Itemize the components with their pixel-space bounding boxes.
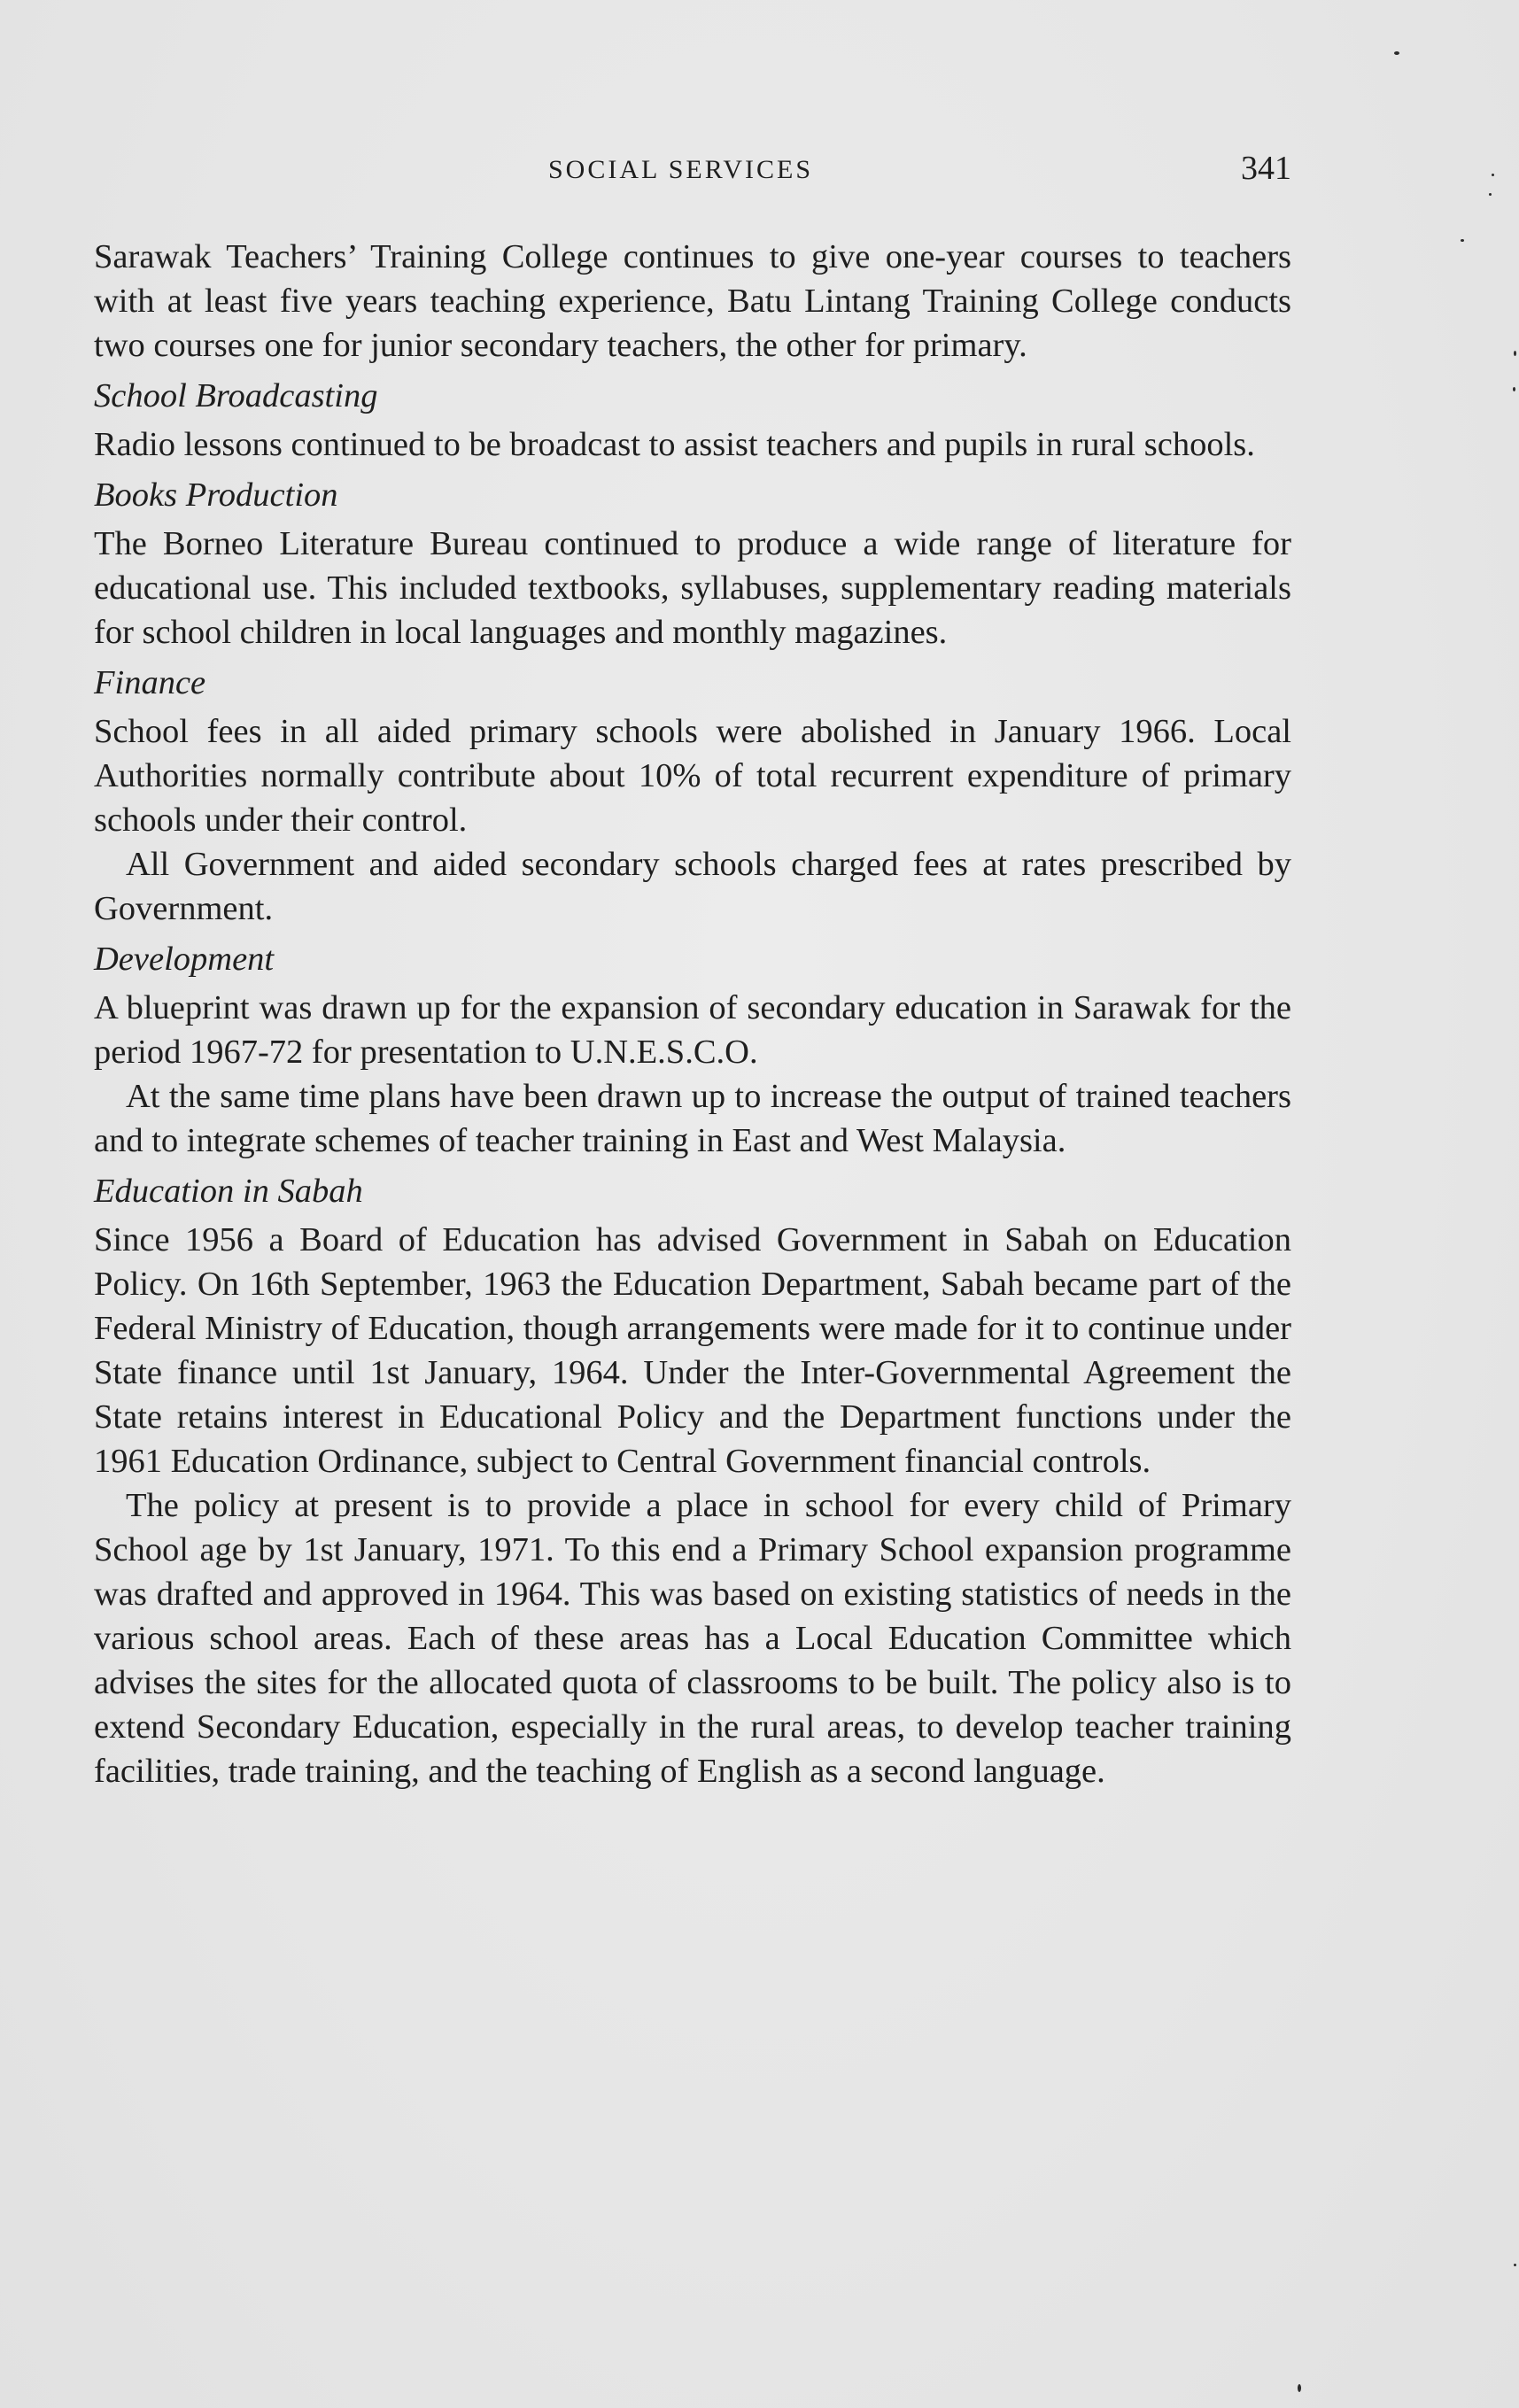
scan-speck [1514,351,1516,356]
scan-speck [1514,2264,1516,2266]
page-number: 341 [1241,150,1291,187]
scan-speck [1513,387,1515,391]
scan-speck [1394,51,1399,55]
scan-speck [1492,174,1494,176]
paragraph-finance-fees: School fees in all aided primary schools were abolished in January 1966. Local Authorities normally contribute about 10% of total recurrent expenditure of primary schools under their control. [94,713,1291,839]
body-text [94,235,1291,1793]
heading-books-production: Books Production [94,476,338,514]
paragraph-development-plans: At the same time plans have been drawn up to increase the output of trained teachers and to integrate schemes of teacher training in East and West Malaysia. [94,1078,1291,1159]
heading-school-broadcasting: School Broadcasting [94,377,378,414]
running-head [94,152,1291,188]
paragraph-development-blueprint: A blueprint was drawn up for the expansion of secondary education in Sarawak for the period 1967-72 for presentation to U.N.E.S.C.O. [94,989,1291,1071]
running-title: SOCIAL SERVICES [548,155,814,184]
paragraph-sabah-policy: The policy at present is to provide a place in school for every child of Primary School age by 1st January, 1971. To this end a Primary School expansion programme was drafted and approved in 1964. This was based on existing statistics of needs in the various school areas. Each of these areas has a Local Education Committee which advises the sites for the allocated quota of classrooms to be built. The policy also is to extend Secondary Education, especially in the rural areas, to develop teacher training facilities, trade training, and the teaching of English as a second language. [94,1487,1291,1790]
heading-development: Development [94,941,275,978]
heading-finance: Finance [94,664,206,701]
paragraph-school-broadcasting: Radio lessons continued to be broadcast to assist teachers and pupils in rural schools. [94,426,1255,463]
paragraph-books-production: The Borneo Literature Bureau continued to produce a wide range of literature for educational use. This included textbooks, syllabuses, supplementary reading materials for school children in local languages and monthly magazines. [94,525,1291,651]
heading-education-in-sabah: Education in Sabah [94,1173,363,1210]
scan-speck [1298,2384,1301,2392]
scan-speck [1489,193,1492,196]
scan-speck [1461,239,1464,242]
paragraph-finance-secondary: All Government and aided secondary schools charged fees at rates prescribed by Government. [94,846,1291,927]
paragraph-teacher-training: Sarawak Teachers’ Training College continues to give one-year courses to teachers with at least five years teaching experience, Batu Lintang Training College conducts two courses one for junior secondary teachers, the other for primary. [94,238,1291,364]
paragraph-sabah-board: Since 1956 a Board of Education has advised Government in Sabah on Education Policy. On 16th September, 1963 the Education Department, Sabah became part of the Federal Ministry of Education, though arrangements were made for it to continue under State finance until 1st January, 1964. Under the Inter-Governmental Agreement the State retains interest in Educational Policy and the Department functions under the 1961 Education Ordinance, subject to Central Government financial controls. [94,1221,1291,1480]
